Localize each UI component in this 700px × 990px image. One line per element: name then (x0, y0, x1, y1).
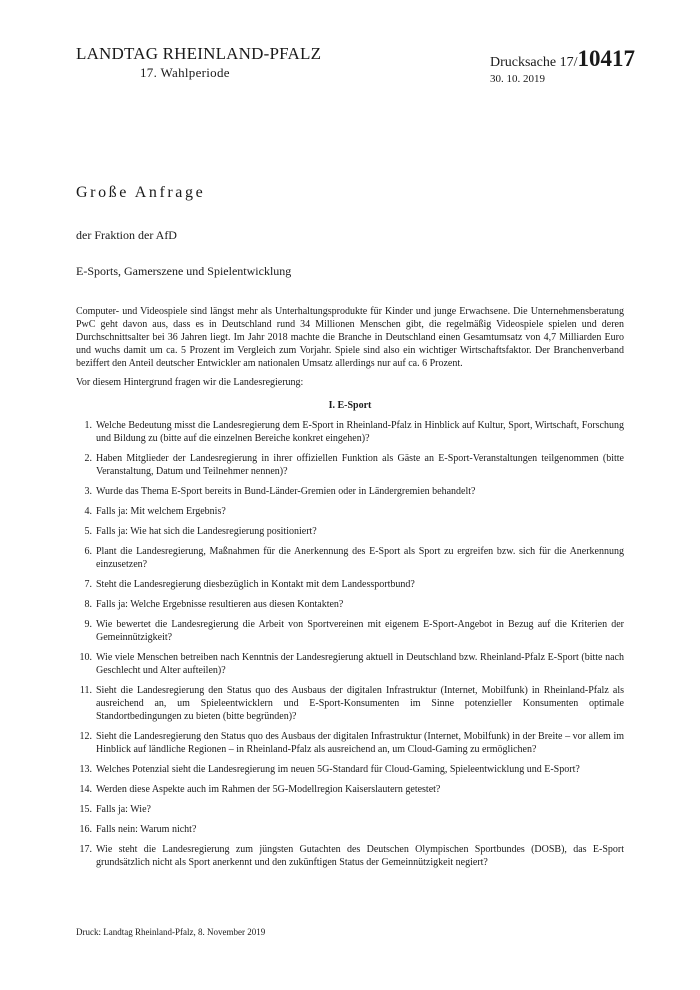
question-text: Falls ja: Welche Ergebnisse resultieren aus diesen Kontakten? (96, 599, 344, 610)
question-text: Plant die Landesregierung, Maßnahmen für die Anerkennung des E-Sport als Sport zu ergreifen bzw. sich für die Anerkennung einzusetzen? (96, 546, 624, 570)
question-number: 3. (84, 486, 92, 497)
question-item (76, 843, 624, 869)
question-item (76, 578, 624, 591)
question-number: 9. (84, 619, 92, 630)
question-item (76, 419, 624, 445)
question-text: Werden diese Aspekte auch im Rahmen der 5G-Modellregion Kaiserslautern getestet? (96, 784, 441, 795)
question-number: 13. (79, 764, 92, 775)
question-number: 12. (79, 731, 92, 742)
question-text: Falls nein: Warum nicht? (96, 824, 197, 835)
question-number: 10. (79, 652, 92, 663)
question-number: 8. (84, 599, 92, 610)
drucksache-label: Drucksache 17/ (490, 55, 578, 70)
question-number: 11. (79, 685, 92, 696)
question-item (76, 452, 624, 478)
question-number: 2. (84, 453, 92, 464)
drucksache-number: 10417 (577, 46, 635, 71)
question-number: 14. (79, 784, 92, 795)
question-text: Haben Mitglieder der Landesregierung in ihrer offiziellen Funktion als Gäste an E-Sport-Veranstaltungen teilgenommen (bitte Veranstaltung, Datum und Teilnehmer nennen)? (96, 453, 624, 477)
question-text: Wie steht die Landesregierung zum jüngsten Gutachten des Deutschen Olympischen Sportbundes (DOSB), das E-Sport grundsätzlich nicht als Sport anerkennt und den zukünftigen Status der Gemeinnützigkeit negiert? (96, 844, 624, 868)
question-text: Wurde das Thema E-Sport bereits in Bund-Länder-Gremien oder in Ländergremien behandelt? (96, 486, 476, 497)
question-item (76, 803, 624, 816)
question-list (76, 419, 624, 876)
document-reference (490, 46, 635, 85)
question-item (76, 545, 624, 571)
question-number: 5. (84, 526, 92, 537)
parliament-name: LANDTAG RHEINLAND-PFALZ (76, 44, 322, 63)
masthead (76, 44, 321, 81)
question-number: 7. (84, 579, 92, 590)
print-note: Druck: Landtag Rheinland-Pfalz, 8. November 2019 (76, 927, 266, 937)
question-item (76, 651, 624, 677)
question-number: 6. (84, 546, 92, 557)
question-number: 17. (79, 844, 92, 855)
subject-title: E-Sports, Gamerszene und Spielentwicklung (76, 264, 292, 278)
question-item (76, 618, 624, 644)
question-item (76, 684, 624, 723)
question-item (76, 783, 624, 796)
lead-sentence: Vor diesem Hintergrund fragen wir die Landesregierung: (76, 377, 304, 388)
submitting-fraction: der Fraktion der AfD (76, 228, 177, 242)
question-text: Sieht die Landesregierung den Status quo des Ausbaus der digitalen Infrastruktur (Internet, Mobilfunk) in der Breite – vor allem im Hinblick auf ländliche Regionen – in Rheinland-Pfalz als ausreichend an, um Cloud-Gaming zu ermöglichen? (96, 731, 624, 755)
drucksache-line (490, 46, 635, 72)
question-item (76, 485, 624, 498)
question-text: Falls ja: Wie hat sich die Landesregierung positioniert? (96, 526, 317, 537)
section-heading: I. E-Sport (328, 400, 372, 411)
intro-paragraph: Computer- und Videospiele sind längst mehr als Unterhaltungsprodukte für Kinder und junge Erwachsene. Die Unternehmensberatung PwC geht davon aus, dass es in Deutschland rund 34 Millionen Menschen gibt, die regelmäßig Videospiele spielen und deren Durchschnittsalter bei 36 Jahren liegt. Im Jahr 2018 machte die Branche in Deutschland einen Gesamtumsatz von 4,7 Milliarden Euro und wuchs damit um ca. 5 Prozent im Vergleich zum Vorjahr. Spiele sind also ein wichtiger Wirtschaftsfaktor. Der Branchenverband beziffert den Anteil deutscher Entwickler am nationalen Umsatz allerdings nur auf ca. 6 Prozent. (76, 306, 624, 369)
question-item (76, 730, 624, 756)
legislative-term: 17. Wahlperiode (140, 65, 230, 80)
question-number: 15. (79, 804, 92, 815)
question-item (76, 763, 624, 776)
question-number: 4. (84, 506, 92, 517)
question-text: Sieht die Landesregierung den Status quo des Ausbaus der digitalen Infrastruktur (Internet, Mobilfunk) in Rheinland-Pfalz als ausreichend an, um Spieleentwicklern und E-Sport-Konsumenten im Sinne potenzieller Konsumenten optimale Standortbedingungen zu bieten (bitte begründen)? (96, 685, 624, 722)
question-text: Steht die Landesregierung diesbezüglich in Kontakt mit dem Landessportbund? (96, 579, 415, 590)
question-text: Wie viele Menschen betreiben nach Kenntnis der Landesregierung aktuell in Deutschland bzw. Rheinland-Pfalz E-Sport (bitte nach Geschlecht und Alter aufteilen)? (96, 652, 624, 676)
question-text: Wie bewertet die Landesregierung die Arbeit von Sportvereinen mit eigenem E-Sport-Angebot in Bezug auf die Kriterien der Gemeinnützigkeit? (96, 619, 624, 643)
document-type: Große Anfrage (76, 184, 206, 201)
document-date: 30. 10. 2019 (490, 73, 545, 85)
question-text: Welche Bedeutung misst die Landesregierung dem E-Sport in Rheinland-Pfalz in Hinblick auf Kultur, Sport, Wirtschaft, Forschung und Bildung zu (bitte auf die einzelnen Bereiche konkret eingehen)? (96, 420, 624, 444)
question-item (76, 598, 624, 611)
question-text: Welches Potenzial sieht die Landesregierung im neuen 5G-Standard für Cloud-Gaming, Spieleentwicklung und E-Sport? (96, 764, 580, 775)
question-text: Falls ja: Wie? (96, 804, 151, 815)
question-item (76, 525, 624, 538)
question-text: Falls ja: Mit welchem Ergebnis? (96, 506, 226, 517)
question-item (76, 823, 624, 836)
question-item (76, 505, 624, 518)
question-number: 16. (79, 824, 92, 835)
question-number: 1. (84, 420, 92, 431)
